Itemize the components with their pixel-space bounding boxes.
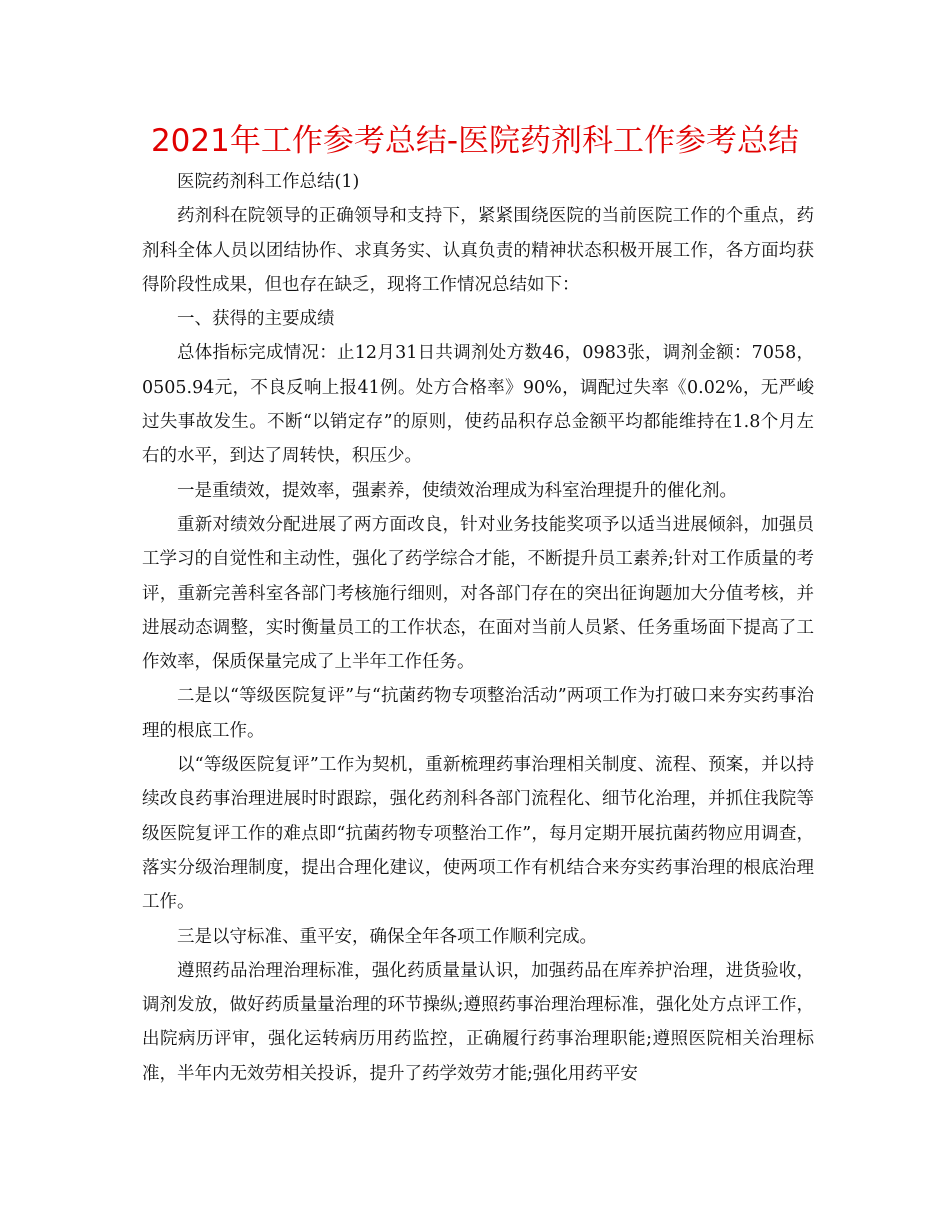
paragraph-drug-management: 遵照药品治理治理标准，强化药质量量认识，加强药品在库养护治理，进货验收，调剂发放，做好药质量量治理的环节操纵;遵照药事治理治理标准，强化处方点评工作，出院病历评审，强化运转病历用药监控，正确履行药事治理职能;遵照医院相关治理标准，半年内无效劳相关投诉，提升了药学效劳才能;强化用药平安 (142, 960, 814, 1084)
paragraph-subtitle: 医院药剂科工作总结(1) (177, 172, 360, 192)
paragraph-point-two: 二是以“等级医院复评”与“抗菌药物专项整治活动”两项工作为打破口来夯实药事治理的根底工作。 (142, 686, 814, 741)
section-heading-achievements: 一、获得的主要成绩 (177, 309, 335, 330)
paragraph-point-one: 一是重绩效，提效率，强素养，使绩效治理成为科室治理提升的催化剂。 (177, 480, 737, 501)
document-body (142, 165, 814, 1091)
paragraph-intro: 药剂科在院领导的正确领导和支持下，紧紧围绕医院的当前医院工作的个重点，药剂科全体人员以团结协作、求真务实、认真负责的精神状态积极开展工作，各方面均获得阶段性成果，但也存在缺乏，现将工作情况总结如下： (142, 206, 814, 295)
paragraph-performance-reform: 重新对绩效分配进展了两方面改良，针对业务技能奖项予以适当进展倾斜，加强员工学习的自觉性和主动性，强化了药学综合才能，不断提升员工素养;针对工作质量的考评，重新完善科室各部门考核施行细则，对各部门存在的突出征询题加大分值考核，并进展动态调整，实时衡量员工的工作状态，在面对当前人员紧、任务重场面下提高了工作效率，保质保量完成了上半年工作任务。 (142, 514, 814, 673)
document-title: 2021年工作参考总结-医院药剂科工作参考总结 (150, 123, 800, 159)
paragraph-point-three: 三是以守标准、重平安，确保全年各项工作顺利完成。 (177, 926, 597, 947)
paragraph-hospital-review: 以“等级医院复评”工作为契机，重新梳理药事治理相关制度、流程、预案，并以持续改良药事治理进展时时跟踪，强化药剂科各部门流程化、细节化治理，并抓住我院等级医院复评工作的难点即“抗菌药物专项整治工作”，每月定期开展抗菌药物应用调查，落实分级治理制度，提出合理化建议，使两项工作有机结合来夯实药事治理的根底治理工作。 (142, 755, 814, 913)
paragraph-overall-indicators: 总体指标完成情况：止12月31日共调剂处方数46，0983张，调剂金额：7058，0505.94元，不良反响上报41例。处方合格率》90%，调配过失率《0.02%，无严峻过失事故发生。不断“以销定存”的原则，使药品积存总金额平均都能维持在1.8个月左右的水平，到达了周转快，积压少。 (142, 343, 814, 467)
